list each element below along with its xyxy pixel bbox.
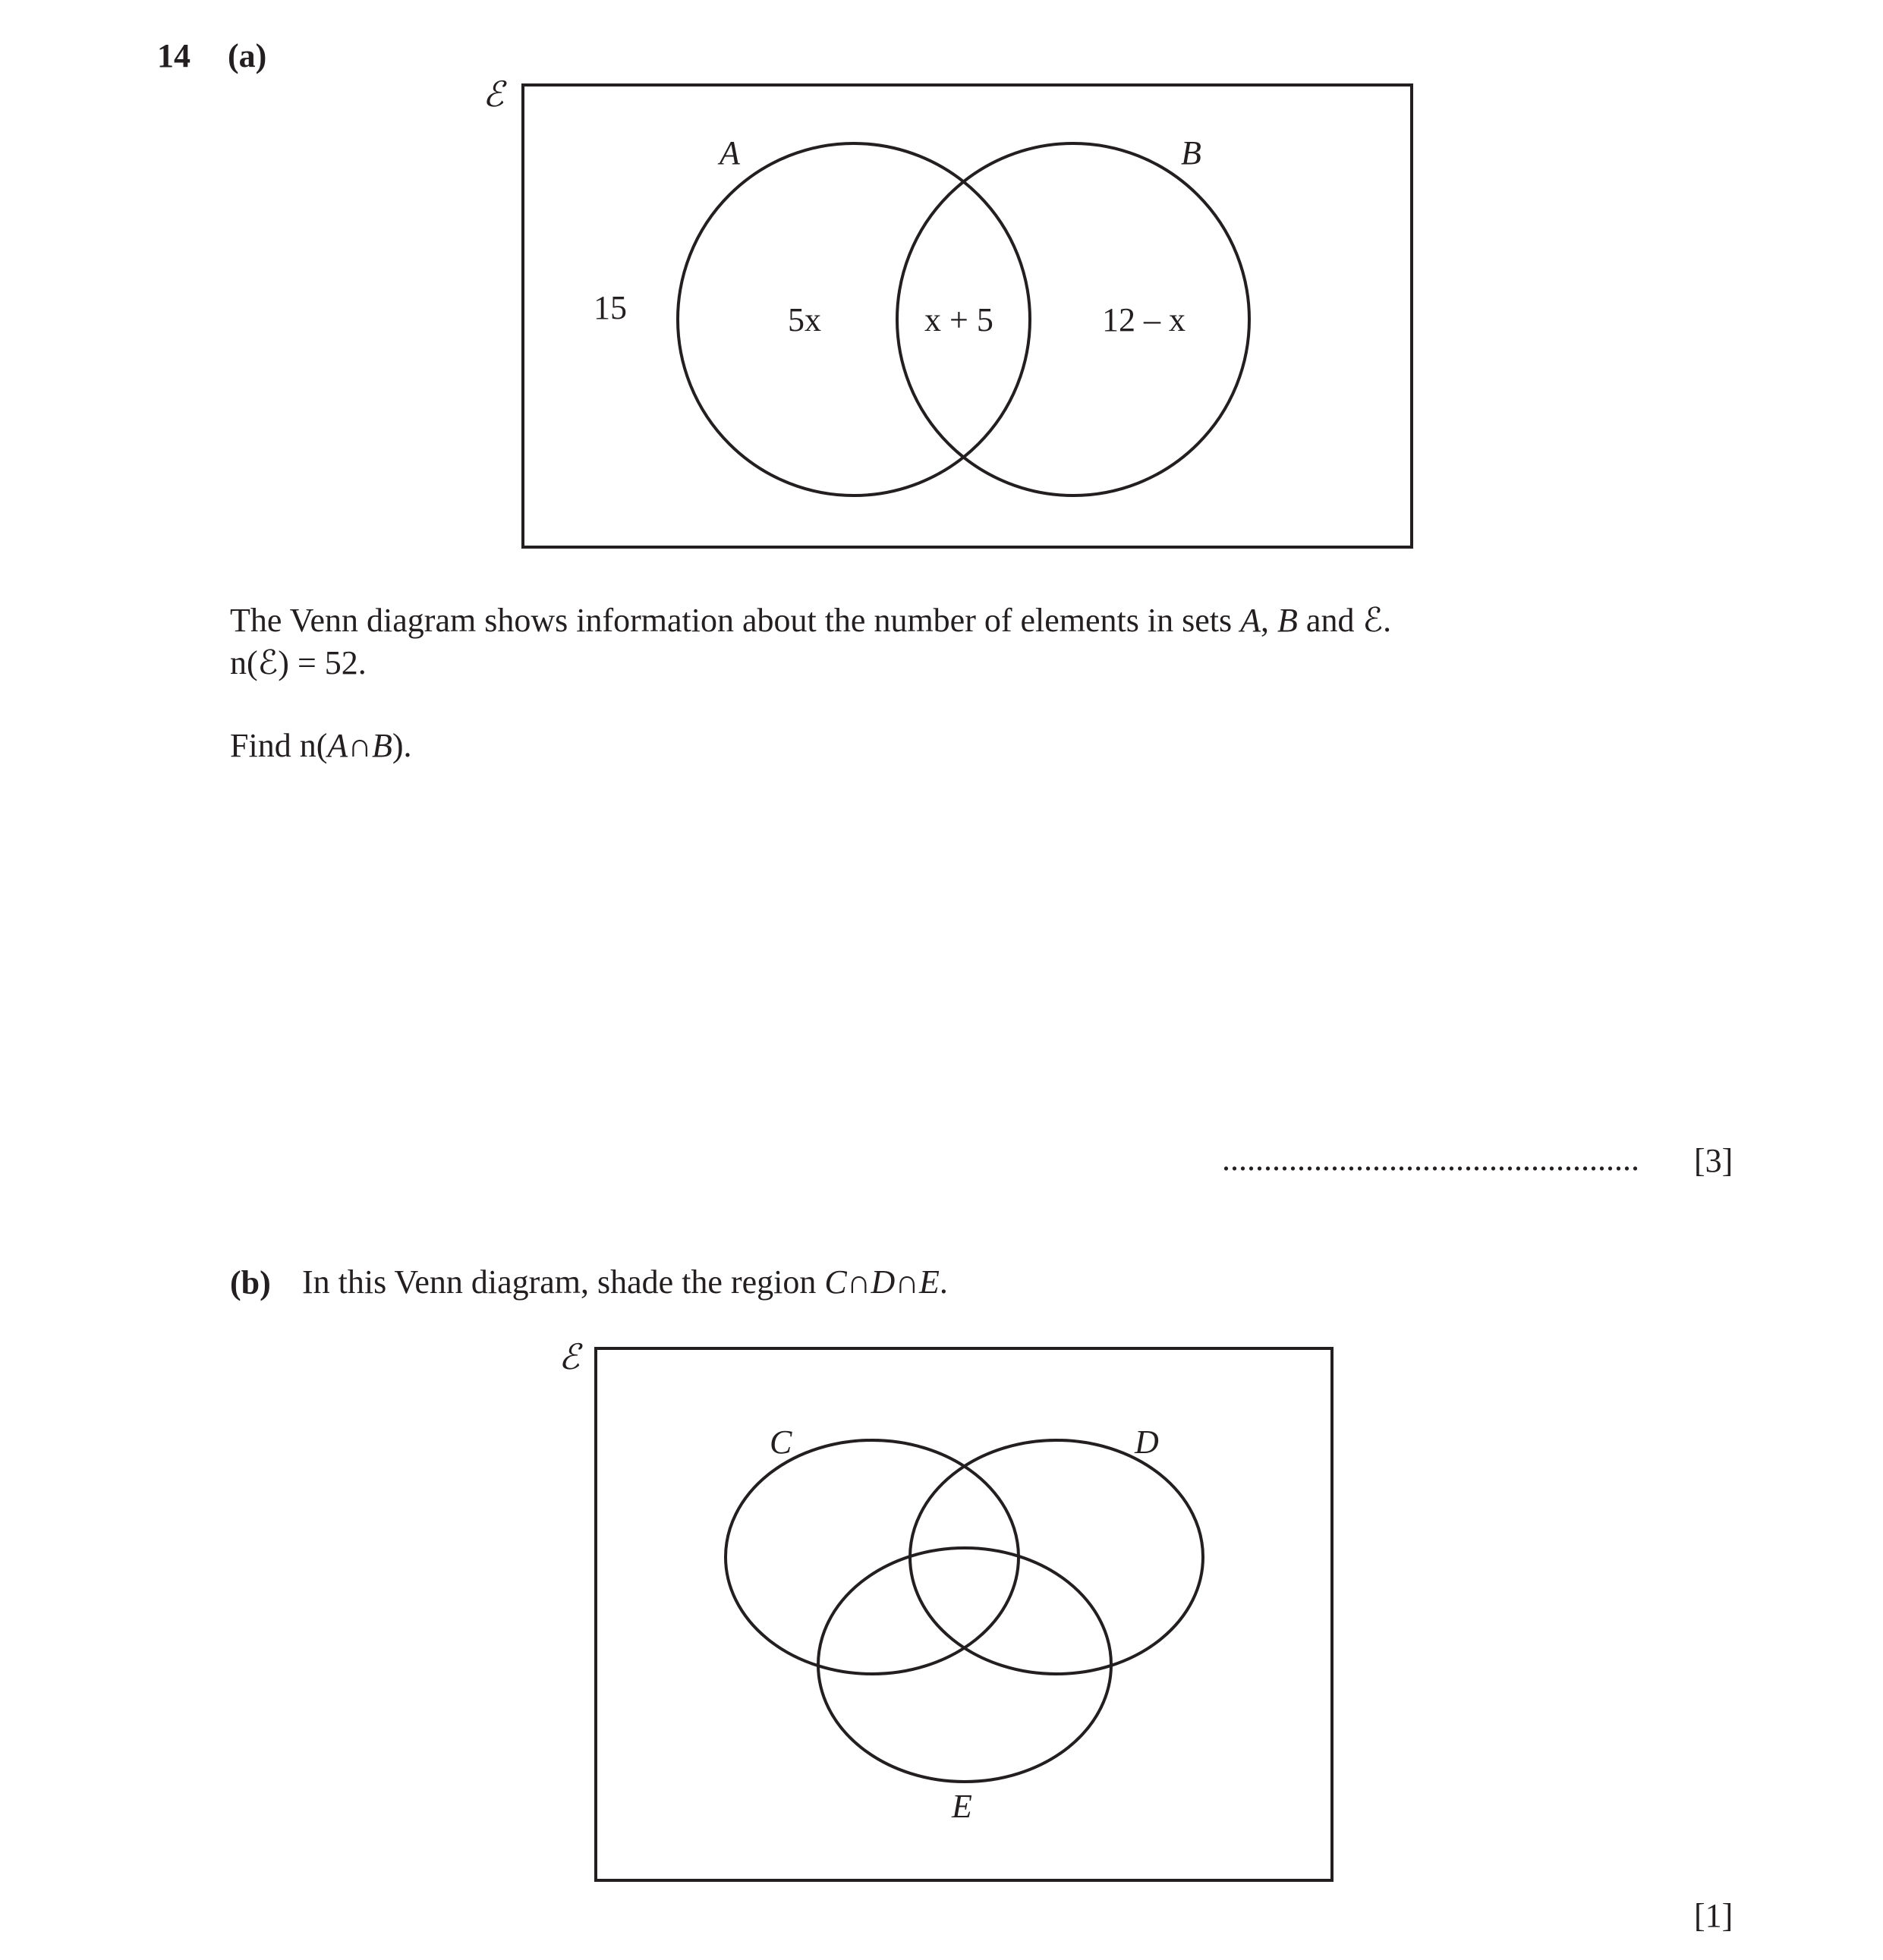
set-d-ellipse [910, 1440, 1203, 1674]
shade-instruction: In this Venn diagram, shade the region C∩D∩E. [302, 1263, 948, 1301]
venn-diagram-a [0, 0, 1883, 577]
part-a-label: (a) [228, 37, 267, 74]
venn-diagram-b[interactable] [0, 1320, 1883, 1905]
outside-value: 15 [594, 289, 627, 326]
question-number: 14 [157, 37, 191, 74]
set-c-label: C [770, 1424, 792, 1461]
set-e-ellipse [818, 1548, 1111, 1782]
a-only-value: 5x [788, 301, 821, 338]
description-line-2: n(ℰ) = 52. [230, 644, 367, 681]
set-d-label: D [1135, 1424, 1159, 1461]
b-only-value: 12 – x [1102, 301, 1186, 338]
intersection-value: x + 5 [924, 301, 993, 338]
marks-b: [1] [1694, 1897, 1733, 1934]
set-c-ellipse [726, 1440, 1019, 1674]
universal-set-symbol-a: ℰ [483, 75, 504, 114]
part-b-label: (b) [230, 1264, 271, 1301]
set-e-label: E [952, 1788, 972, 1825]
find-instruction: Find n(A∩B). [230, 727, 412, 764]
description-line-1: The Venn diagram shows information about the number of elements in sets A, B and ℰ. [230, 602, 1392, 639]
set-a-label: A [720, 134, 740, 171]
marks-a: [3] [1694, 1142, 1733, 1179]
universal-set-symbol-b: ℰ [559, 1338, 580, 1376]
set-b-label: B [1181, 134, 1201, 171]
answer-line-a[interactable]: .................................................. [1222, 1140, 1639, 1178]
